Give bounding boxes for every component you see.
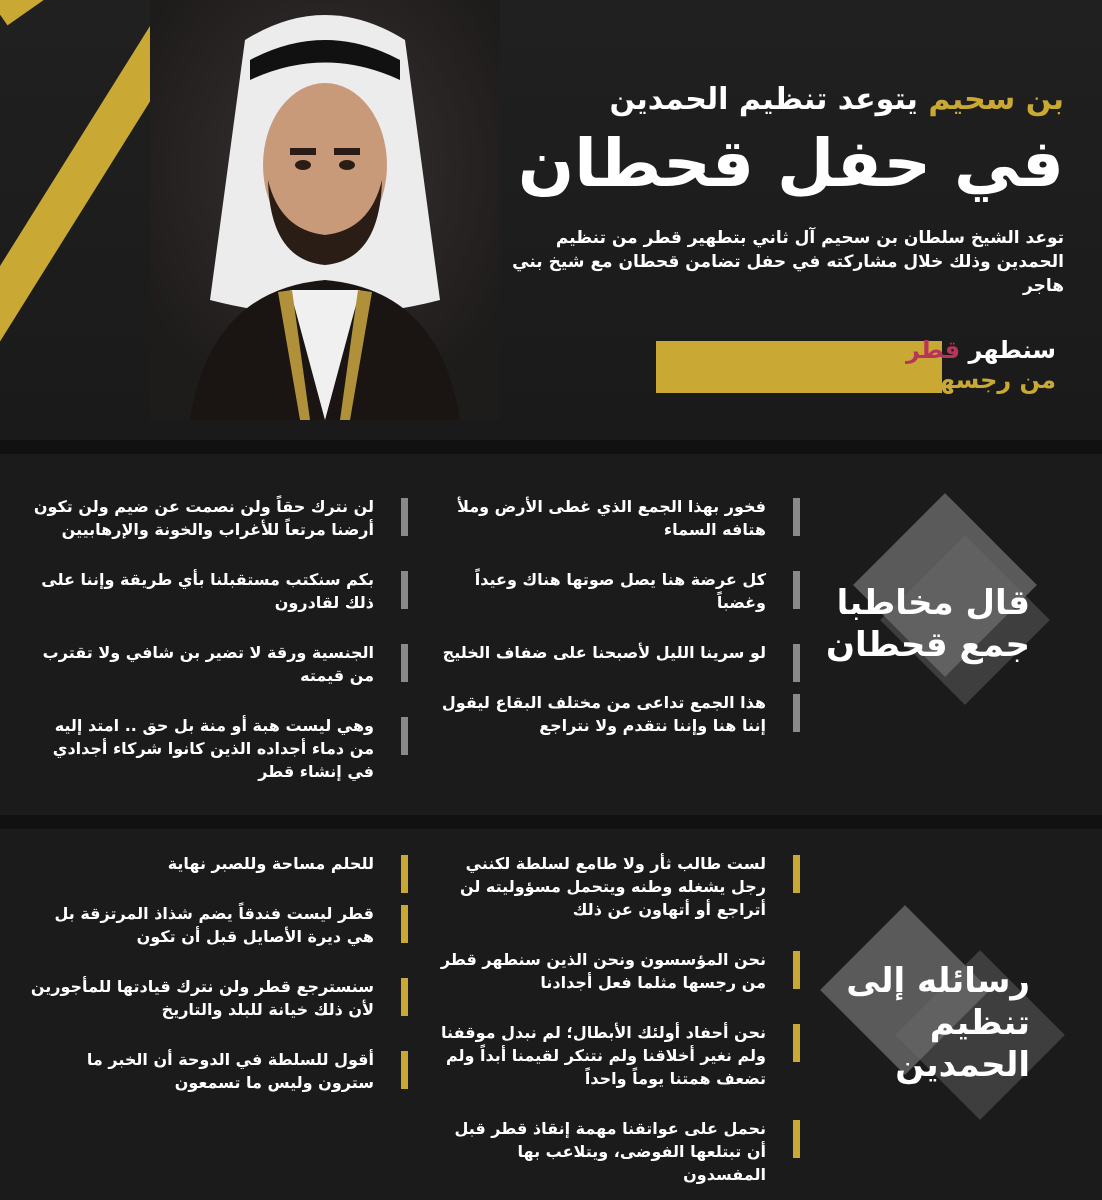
list-item <box>430 568 800 614</box>
list-item <box>30 1048 408 1094</box>
bullet-marker <box>401 498 408 536</box>
item-text: الجنسية ورقة لا تضير بن شافي ولا تقترب من قيمته <box>42 643 374 685</box>
list-item <box>430 1021 800 1090</box>
bullet-marker <box>401 644 408 682</box>
section1-right-list <box>430 495 800 764</box>
item-text: أقول للسلطة في الدوحة أن الخبر ما سترون وليس ما تسمعون <box>86 1050 374 1092</box>
quote-word1: سنطهر <box>968 336 1056 364</box>
bullet-marker <box>401 978 408 1016</box>
item-text: وهي ليست هبة أو منة بل حق .. امتد إليه من دماء أجداده الذين كانوا شركاء أجدادي في إنشاء قطر <box>52 716 374 781</box>
bullet-marker <box>793 1120 800 1158</box>
item-text: سنسترجع قطر ولن نترك قيادتها للمأجورين لأن ذلك خيانة للبلد والتاريخ <box>30 977 374 1019</box>
section2-left-list <box>30 852 408 1121</box>
quote-text <box>906 335 1056 395</box>
list-item <box>430 641 800 664</box>
bullet-marker <box>401 571 408 609</box>
section2-title-line1: رسائله إلى <box>846 961 1030 1001</box>
item-text: نحمل على عواتقنا مهمة إنقاذ قطر قبل أن تبتلعها الفوضى، ويتلاعب بها المفسدون <box>454 1119 766 1184</box>
section2-right-list <box>430 852 800 1200</box>
bullet-marker <box>401 1051 408 1089</box>
item-text: لست طالب ثأر ولا طامع لسلطة لكنني رجل يشغله وطنه ويتحمل مسؤوليته لن أتراجع أو أتهاون عن ذلك <box>459 854 766 919</box>
list-item <box>430 948 800 994</box>
item-text: نحن المؤسسون ونحن الذين سنطهر قطر من رجسها مثلما فعل أجدادنا <box>440 950 766 992</box>
item-text: قطر ليست فندقاً يضم شذاذ المرتزقة بل هي ديرة الأصايل قبل أن تكون <box>54 904 374 946</box>
bullet-marker <box>793 644 800 682</box>
list-item <box>430 1117 800 1186</box>
item-text: بكم سنكتب مستقبلنا بأي طريقة وإننا على ذلك لقادرون <box>41 570 374 612</box>
item-text: لن نترك حقاً ولن نصمت عن ضيم ولن تكون أرضنا مرتعاً للأغراب والخونة والإرهابيين <box>33 497 374 539</box>
bullet-marker <box>793 1024 800 1062</box>
quote-line2: من رجسها <box>930 366 1056 394</box>
portrait-image <box>150 0 500 420</box>
list-item <box>30 641 408 687</box>
list-item <box>430 691 800 737</box>
item-text: هذا الجمع تداعى من مختلف البقاع ليقول إننا هنا وإننا نتقدم ولا نتراجع <box>441 693 766 735</box>
item-text: نحن أحفاد أولئك الأبطال؛ لم نبدل موقفنا ولم نغير أخلاقنا ولم نتنكر لقيمنا أبداً ولم تضعف همتنا يوماً واحداً <box>441 1023 766 1088</box>
list-item <box>430 495 800 541</box>
intro-paragraph: توعد الشيخ سلطان بن سحيم آل ثاني بتطهير قطر من تنظيم الحمدين وذلك خلال مشاركته في حفل تضامن قحطان مع شيخ بني هاجر <box>512 228 1064 296</box>
list-item <box>430 852 800 921</box>
list-item <box>30 902 408 948</box>
headline-name: بن سحيم <box>928 82 1064 117</box>
bullet-marker <box>401 855 408 893</box>
bullet-marker <box>401 717 408 755</box>
list-item <box>30 852 408 875</box>
item-text: للحلم مساحة وللصبر نهاية <box>167 854 374 873</box>
bullet-marker <box>793 855 800 893</box>
section1-title-line1: قال مخاطبا <box>836 583 1030 623</box>
bullet-marker <box>793 571 800 609</box>
headline <box>504 80 1064 204</box>
bullet-marker <box>793 498 800 536</box>
item-text: فخور بهذا الجمع الذي غطى الأرض وملأ هتافه السماء <box>457 497 766 539</box>
section1-title <box>826 582 1030 666</box>
bullet-marker <box>401 905 408 943</box>
section1-title-line2: جمع قحطان <box>825 625 1030 665</box>
list-item <box>30 495 408 541</box>
section2-title <box>846 960 1030 1086</box>
item-text: كل عرضة هنا يصل صوتها هناك وعيداً وغضباً <box>474 570 766 612</box>
item-text: لو سرينا الليل لأصبحنا على ضفاف الخليج <box>442 643 766 662</box>
quote-block <box>656 335 1056 395</box>
quote-word2: قطر <box>906 336 961 364</box>
list-item <box>30 975 408 1021</box>
bullet-marker <box>793 694 800 732</box>
headline-line1 <box>504 80 1064 120</box>
headline-line2: في حفل قحطان <box>517 125 1064 202</box>
section2-title-line2: تنظيم <box>929 1003 1030 1043</box>
section1-left-list <box>30 495 408 810</box>
bullet-marker <box>793 951 800 989</box>
section-divider-1 <box>0 440 1102 454</box>
headline-subtitle: يتوعد تنظيم الحمدين <box>609 82 918 117</box>
list-item <box>30 714 408 783</box>
section2-title-line3: الحمدين <box>895 1045 1030 1085</box>
quote-gold-bar <box>656 341 942 393</box>
list-item <box>30 568 408 614</box>
section-divider-2 <box>0 815 1102 829</box>
